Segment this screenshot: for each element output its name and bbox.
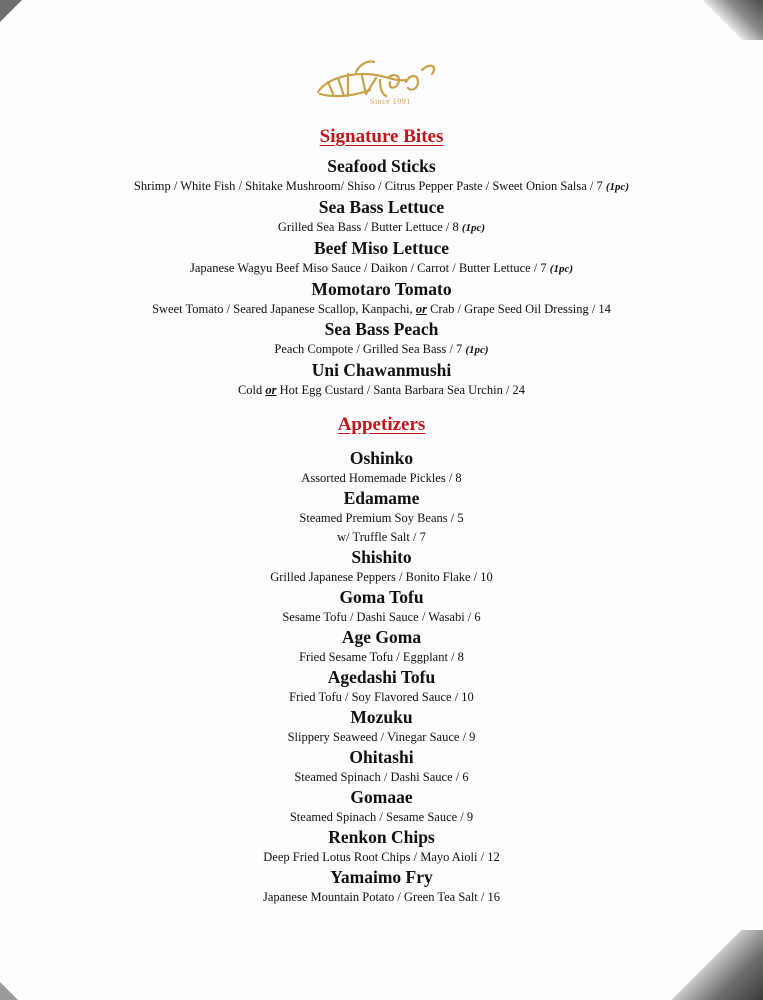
menu-item	[0, 448, 763, 488]
item-description: Fried Sesame Tofu / Eggplant / 8	[299, 650, 464, 664]
item-description: Slippery Seaweed / Vinegar Sauce / 9	[287, 730, 476, 744]
menu-item	[0, 587, 763, 627]
item-description: Sweet Tomato / Seared Japanese Scallop, Kanpachi, or Crab / Grape Seed Oil Dressing / 14	[152, 302, 611, 316]
item-name: Uni Chawanmushi	[311, 360, 452, 380]
item-name: Ohitashi	[349, 747, 414, 767]
item-name: Oshinko	[349, 448, 414, 468]
section-title-appetizers: Appetizers	[337, 414, 426, 435]
menu-item	[0, 238, 763, 279]
logo-since-text: Since 1991	[370, 97, 411, 106]
menu-item	[0, 627, 763, 667]
item-description: Grilled Sea Bass / Butter Lettuce / 8 (1pc)	[277, 220, 486, 234]
menu-item	[0, 707, 763, 747]
item-name: Sea Bass Peach	[324, 319, 439, 339]
menu-item	[0, 667, 763, 707]
item-description: Sesame Tofu / Dashi Sauce / Wasabi / 6	[282, 610, 481, 624]
item-description: Peach Compote / Grilled Sea Bass / 7 (1pc)	[274, 342, 489, 356]
item-description: Steamed Premium Soy Beans / 5	[299, 511, 464, 525]
section-title-signature-bites: Signature Bites	[319, 126, 444, 147]
item-name: Shishito	[351, 547, 412, 567]
menu-item	[0, 747, 763, 787]
item-description: Assorted Homemade Pickles / 8	[301, 471, 462, 485]
menu-item	[0, 360, 763, 400]
item-name: Agedashi Tofu	[327, 667, 436, 687]
item-description: Shrimp / White Fish / Shitake Mushroom/ Shiso / Citrus Pepper Paste / Sweet Onion Salsa / 7 (1pc)	[133, 179, 630, 193]
item-name: Mozuku	[350, 707, 413, 727]
menu-item	[0, 156, 763, 197]
photo-corner-top-left	[0, 0, 22, 22]
menu-item	[0, 827, 763, 867]
item-name: Sea Bass Lettuce	[318, 197, 445, 217]
item-description: Grilled Japanese Peppers / Bonito Flake / 10	[270, 570, 493, 584]
item-description: Steamed Spinach / Sesame Sauce / 9	[289, 810, 474, 824]
item-name: Age Goma	[341, 627, 422, 647]
menu-item	[0, 488, 763, 547]
menu-item	[0, 787, 763, 827]
item-description: Cold or Hot Egg Custard / Santa Barbara Sea Urchin / 24	[237, 383, 526, 397]
menu-item	[0, 867, 763, 907]
item-description: Steamed Spinach / Dashi Sauce / 6	[294, 770, 469, 784]
item-name: Goma Tofu	[339, 587, 424, 607]
item-description: Japanese Wagyu Beef Miso Sauce / Daikon / Carrot / Butter Lettuce / 7 (1pc)	[190, 261, 573, 275]
menu-item	[0, 197, 763, 238]
item-name: Beef Miso Lettuce	[313, 238, 450, 258]
item-description-extra: w/ Truffle Salt / 7	[337, 530, 426, 544]
item-name: Momotaro Tomato	[311, 279, 452, 299]
menu-item	[0, 279, 763, 319]
item-description: Fried Tofu / Soy Flavored Sauce / 10	[289, 690, 474, 704]
item-name: Yamaimo Fry	[330, 867, 433, 887]
item-name: Edamame	[343, 488, 420, 508]
item-name: Renkon Chips	[328, 827, 435, 847]
menu-item	[0, 319, 763, 360]
item-description: Japanese Mountain Potato / Green Tea Salt / 16	[262, 890, 501, 904]
item-description: Deep Fried Lotus Root Chips / Mayo Aioli / 12	[263, 850, 500, 864]
item-name: Gomaae	[350, 787, 413, 807]
menu-item	[0, 547, 763, 587]
photo-corner-top-right	[703, 0, 763, 40]
item-name: Seafood Sticks	[327, 156, 436, 176]
menu-content	[0, 122, 763, 907]
photo-corner-bottom-right	[668, 930, 763, 1000]
photo-corner-bottom-left	[0, 982, 18, 1000]
